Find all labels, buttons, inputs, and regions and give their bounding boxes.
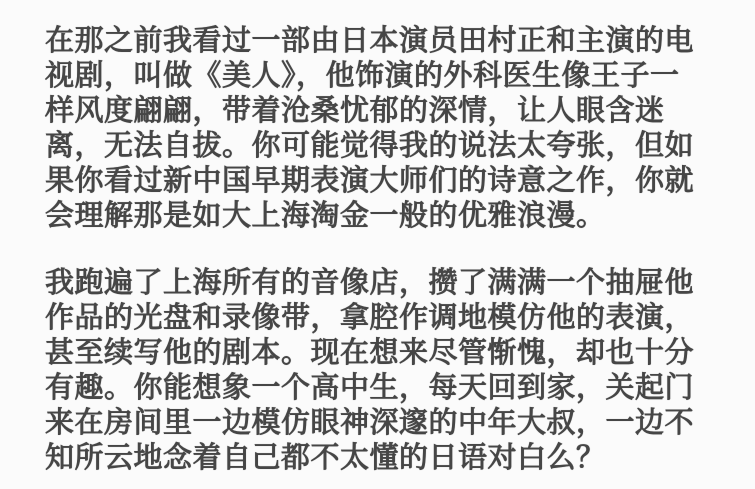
text-line: 离，无法自拔。你可能觉得我的说法太夸张，但如	[45, 130, 695, 162]
paragraph-2	[45, 266, 717, 476]
text-line: 果你看过新中国早期表演大师们的诗意之作，你就	[45, 165, 695, 197]
text-line: 样风度翩翩，带着沧桑忧郁的深情，让人眼含迷	[45, 95, 665, 127]
text-line: 在那之前我看过一部由日本演员田村正和主演的电	[45, 25, 695, 57]
text-line: 甚至续写他的剧本。现在想来尽管惭愧，却也十分	[45, 337, 695, 369]
text-line: 视剧，叫做《美人》，他饰演的外科医生像王子一	[45, 60, 680, 92]
text-line: 来在房间里一边模仿眼神深邃的中年大叔，一边不	[45, 407, 695, 439]
text-line: 有趣。你能想象一个高中生，每天回到家，关起门	[45, 372, 695, 404]
paragraph-1	[45, 24, 717, 234]
text-line: 知所云地念着自己都不太懂的日语对白么？	[45, 442, 606, 474]
text-line: 我跑遍了上海所有的音像店，攒了满满一个抽屉他	[45, 267, 695, 299]
text-line: 会理解那是如大上海淘金一般的优雅浪漫。	[45, 200, 606, 232]
text-line: 作品的光盘和录像带，拿腔作调地模仿他的表演，	[45, 302, 695, 334]
